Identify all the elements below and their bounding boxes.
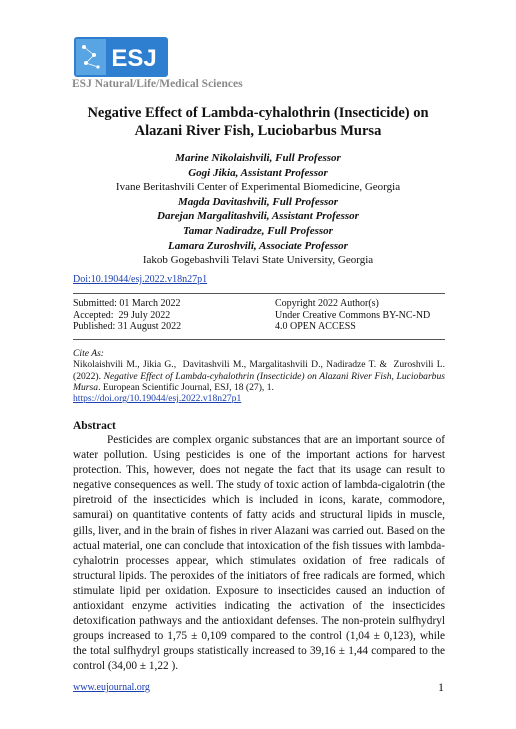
author-affiliation: Ivane Beritashvili Center of Experimental Biomedicine, Georgia xyxy=(115,181,401,194)
author-name: Darejan Margalitashvili, Assistant Professor xyxy=(157,210,359,223)
author-name: Gogi Jikia, Assistant Professor xyxy=(188,166,328,179)
page-number: 1 xyxy=(438,680,444,694)
author-list xyxy=(60,151,456,268)
journal-section: ESJ Natural/Life/Medical Sciences xyxy=(72,78,243,90)
abstract-heading: Abstract xyxy=(73,420,116,432)
title-line-2: Alazani River Fish, Luciobarbus Mursa xyxy=(134,123,382,139)
citation-link[interactable]: https://doi.org/10.19044/esj.2022.v18n27p1 xyxy=(73,393,242,405)
citation-journal: . European Scientific Journal, ESJ, 18 (27), 1. xyxy=(98,381,274,393)
title-line-1: Negative Effect of Lambda-cyhalothrin (Insecticide) on xyxy=(87,105,429,121)
author-name: Lamara Zuroshvili, Associate Professor xyxy=(168,239,348,252)
submitted-date: Submitted: 01 March 2022 xyxy=(73,298,181,309)
license-block xyxy=(275,298,430,333)
logo-text: ESJ xyxy=(111,45,157,72)
accepted-date: Accepted: 29 July 2022 xyxy=(73,309,171,321)
author-name: Magda Davitashvili, Full Professor xyxy=(177,195,339,208)
published-date: Published: 31 August 2022 xyxy=(73,321,182,333)
dates-block xyxy=(73,298,181,333)
divider-bottom xyxy=(73,339,445,340)
license-line: Under Creative Commons BY-NC-ND xyxy=(275,309,431,321)
open-access-line: 4.0 OPEN ACCESS xyxy=(275,321,356,333)
abstract-text: Pesticides are complex organic substances that are an important source of water pollution. Using pesticides is one of the important actions for harvest protection. This, however, does not negate the fact that its usage can result to negative consequences as well. The study of toxic action of lambda-cigalotrin (the piretroid of the insecticides which is included in icons, karate, commodore, samurai) on quantitative contents of fatty acids and structural lipids in muscle, gills, liver, and in the brain of fishes in river Alazani was carried out. Based on the actual material, one can conclude that intoxication of the fish tissues with lambda-cyhalotrin processes appear, which stimulates oxidation of free radicals of structural lipids. The peroxides of the initiators of free radicals are formed, which stimulate lipid per oxidation. Exposure to insecticides caused an induction of antioxidant enzyme activities indicating the activation of the insecticides detoxification pathways and the antioxidant defenses. The non-protein sulfhydryl groups increased to 1,75 ± 0,109 compared to the control (1,04 ± 0,123), while the total sulfhydryl groups statistically increased to 39,16 ± 1,44 compared to the control (34,00 ± 1,22 ). xyxy=(73,434,445,673)
divider-top xyxy=(73,293,445,294)
cite-label: Cite As: xyxy=(73,348,105,359)
copyright-line: Copyright 2022 Author(s) xyxy=(275,298,379,309)
author-affiliation: Iakob Gogebashvili Telavi State University, Georgia xyxy=(142,254,374,267)
paper-title xyxy=(60,104,456,140)
author-name: Tamar Nadiradze, Full Professor xyxy=(183,224,333,237)
journal-logo xyxy=(74,37,168,77)
citation-authors: Nikolaishvili M., Jikia G., Davitashvili M., Margalitashvili D., Nadiradze T. & Zuroshvili L. (2022). xyxy=(73,359,448,382)
citation-title: Negative Effect of Lambda-cyhalothrin (Insecticide) on Alazani River Fish, Luciobarbus Mursa xyxy=(73,370,448,393)
author-name: Marine Nikolaishvili, Full Professor xyxy=(175,152,341,164)
doi-link[interactable]: Doi:10.19044/esj.2022.v18n27p1 xyxy=(73,274,208,285)
citation-block xyxy=(73,348,448,405)
footer-link[interactable]: www.eujournal.org xyxy=(73,682,150,693)
citation-text xyxy=(73,359,448,393)
